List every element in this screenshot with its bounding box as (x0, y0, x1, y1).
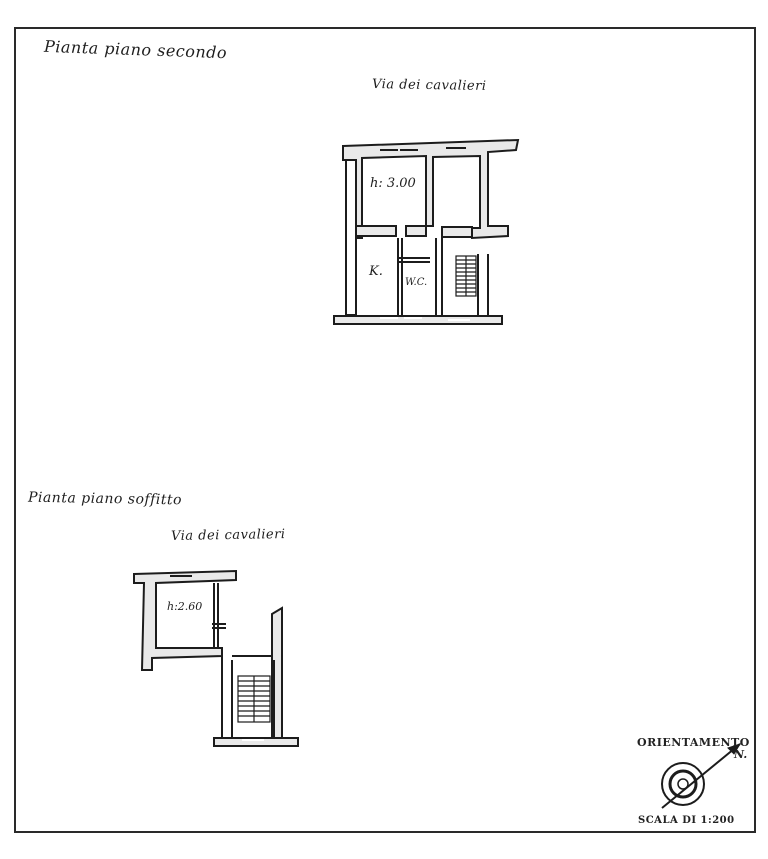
room-height-label: h: 3.00 (370, 176, 416, 191)
north-label: N. (734, 748, 748, 761)
plan-top-walls (334, 140, 518, 324)
stair-symbol (238, 676, 270, 722)
orientation-label: ORIENTAMENTO (637, 736, 750, 749)
compass-icon (662, 744, 740, 808)
plan-top-street: Via dei cavalieri (371, 77, 487, 94)
plan-bottom-title: Pianta piano soffitto (27, 489, 183, 509)
plan-bottom-street: Via dei cavalieri (170, 527, 286, 544)
stair-symbol (456, 256, 476, 296)
plan-bottom-walls (134, 571, 298, 746)
wc-label: W.C. (405, 277, 428, 288)
attic-height-label: h:2.60 (167, 600, 203, 613)
scale-label: SCALA DI 1:200 (638, 815, 735, 826)
plan-top-title: Pianta piano secondo (43, 36, 228, 63)
kitchen-label: K. (369, 264, 383, 279)
